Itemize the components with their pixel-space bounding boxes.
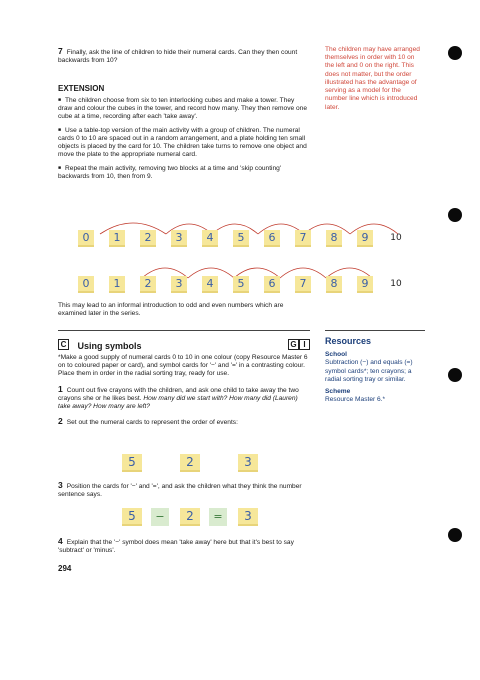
step-1	[58, 384, 308, 412]
number-line-1	[78, 230, 418, 252]
numeral-card: 0	[78, 276, 94, 293]
school-label: School	[325, 351, 347, 359]
section-heading	[58, 336, 318, 350]
number-line-2	[78, 276, 418, 298]
individual-tag: I	[299, 339, 310, 350]
numeral-card: 5	[233, 230, 249, 247]
step-number: 1	[58, 383, 63, 394]
section-letter: C	[58, 339, 69, 350]
numeral-card: 2	[140, 276, 156, 293]
extension-bullet: ■ The children choose from six to ten interlocking cubes and make a tower. They draw and colour the cubes in the tower, and record how many. They then remove one cube at a time, recording after each 'take away'.	[58, 97, 308, 122]
step-2	[58, 416, 308, 427]
numeral-card: 1	[109, 230, 125, 247]
numeral-card: 3	[238, 454, 258, 472]
resources-panel	[325, 336, 425, 405]
page-number: 294	[58, 564, 72, 573]
step-3	[58, 480, 308, 499]
section-rule	[58, 330, 310, 331]
group-tag: G	[288, 339, 299, 350]
numeral-card: 4	[202, 230, 218, 247]
numeral-card: 10	[390, 233, 402, 243]
numeral-card: 5	[233, 276, 249, 293]
numeral-card: 9	[357, 276, 373, 293]
school-text: Subtraction (−) and equals (=) symbol cards*; ten crayons; a radial sorting tray or similar.	[325, 359, 413, 383]
numeral-card: 5	[122, 454, 142, 472]
extension-bullet: ■ Use a table-top version of the main activity with a group of children. The numeral cards 0 to 10 are spaced out in a random arrangement, and a plate holding ten small objects is placed by the card for 10. The children take turns to remove one object and move the plate to the appropriate numeral card.	[58, 127, 308, 160]
step-number: 3	[58, 480, 63, 490]
numeral-card: 8	[326, 230, 342, 247]
section-rule	[325, 330, 425, 331]
odd-even-note: This may lead to an informal introduction to odd and even numbers which are examined later in the series.	[58, 302, 284, 318]
step-number: 4	[58, 536, 63, 546]
numeral-card: 7	[295, 276, 311, 293]
numeral-card: 8	[326, 276, 342, 293]
numeral-card: 9	[357, 230, 373, 247]
side-note: The children may have arranged themselves in order with 10 on the left and 0 on the right. This does not matter, but the order illustrated has the advantage of serving as a model for the number line which is introduced later.	[325, 46, 420, 111]
step-questions: How many did we start with? How many did (Lauren) take away? How many are left?	[58, 394, 298, 411]
section-title: Using symbols	[77, 341, 142, 351]
step-text: Position the cards for '−' and '=', and ask the children what they think the number sentence says.	[58, 483, 302, 499]
numeral-card: 0	[78, 230, 94, 247]
numeral-card: 6	[264, 230, 280, 247]
step-text: Set out the numeral cards to represent the order of events:	[66, 419, 238, 427]
binder-hole	[448, 46, 462, 60]
numeral-card: 1	[109, 276, 125, 293]
numeral-card: 5	[122, 508, 142, 526]
equals-symbol-card: =	[209, 508, 227, 526]
scheme-label: Scheme	[325, 388, 351, 396]
numeral-card: 3	[238, 508, 258, 526]
numeral-card: 2	[180, 508, 200, 526]
resources-heading: Resources	[325, 336, 372, 346]
prep-note: *Make a good supply of numeral cards 0 to 10 in one colour (copy Resource Master 6 on to coloured paper or card), and symbol cards for '−' and '=' in a contrasting colour. Place them in order in the radial sorting tray, ready for use.	[58, 354, 308, 378]
step-text: Finally, ask the line of children to hide their numeral cards. Can they then count backwards from 10?	[58, 49, 298, 65]
extension-heading: EXTENSION	[58, 84, 105, 93]
step-number: 7	[58, 46, 63, 56]
scheme-text: Resource Master 6.*	[325, 396, 386, 404]
numeral-card: 2	[180, 454, 200, 472]
extension-bullet: ■ Repeat the main activity, removing two blocks at a time and 'skip counting' backwards from 10, then from 9.	[58, 165, 308, 181]
step-number: 2	[58, 416, 63, 427]
numeral-card: 3	[171, 230, 187, 247]
numeral-card: 3	[171, 276, 187, 293]
numeral-card: 4	[202, 276, 218, 293]
step-4	[58, 536, 308, 555]
step-7	[58, 46, 308, 65]
step-text: Count out five crayons with the children, and ask one child to take away the two crayons she or he likes best.	[58, 386, 299, 402]
step-text: Explain that the '−' symbol does mean 'take away' here but that it's best to say 'subtract' or 'minus'.	[58, 539, 294, 555]
minus-symbol-card: −	[151, 508, 169, 526]
numeral-card: 6	[264, 276, 280, 293]
section-body	[58, 354, 308, 433]
numeral-card: 2	[140, 230, 156, 247]
binder-hole	[448, 368, 462, 382]
numeral-card: 10	[390, 279, 402, 289]
binder-hole	[448, 208, 462, 222]
binder-hole	[448, 528, 462, 542]
numeral-card: 7	[295, 230, 311, 247]
extension-section	[58, 84, 308, 186]
